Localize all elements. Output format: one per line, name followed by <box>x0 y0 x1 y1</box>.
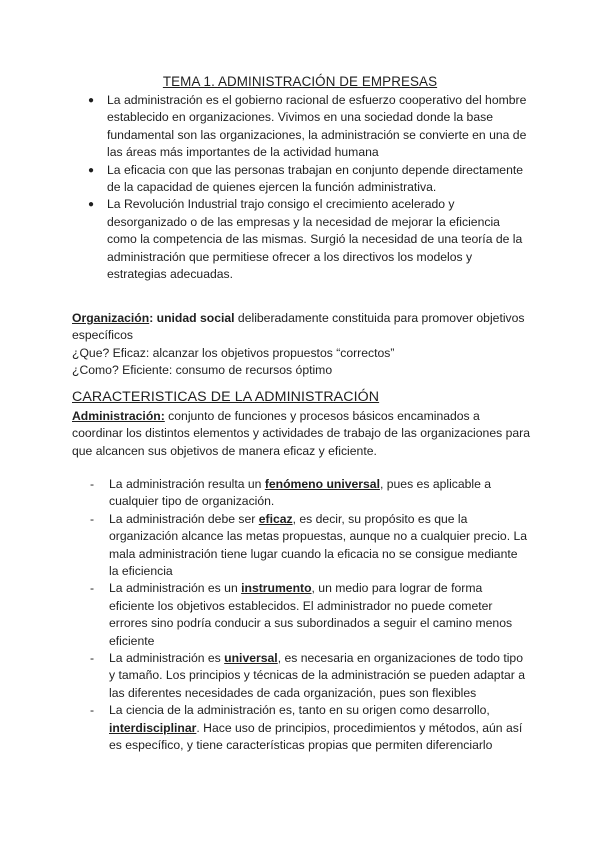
dash-marker: - <box>90 581 95 596</box>
item-pre: La administración debe ser <box>109 511 259 526</box>
list-item <box>90 511 530 581</box>
dash-marker: - <box>90 511 95 526</box>
dash-marker: - <box>90 477 95 491</box>
item-pre: La ciencia de la administración es, tanto en su origen como desarrollo, <box>109 703 490 718</box>
administracion-definition <box>72 408 532 460</box>
list-item <box>90 702 530 754</box>
organizacion-como: ¿Como? Eficiente: consumo de recursos óptimo <box>72 363 333 378</box>
intro-bullet-list <box>88 92 528 283</box>
bullet-text: La Revolución Industrial trajo consigo el crecimiento acelerado y desorganizado o de las empresas y la necesidad de mejorar la eficiencia como la competencia de las mismas. Surgió la necesidad de una teoría de la administración que permitiese ofrecer a los directivos los modelos y estrategias adecuadas. <box>107 197 523 282</box>
organizacion-colon: : <box>149 311 154 325</box>
list-item <box>88 162 528 197</box>
organizacion-que: ¿Que? Eficaz: alcanzar los objetivos propuestos “correctos” <box>72 345 395 360</box>
characteristics-list <box>90 476 530 755</box>
item-post: , pues es aplicable a cualquier tipo de organización. <box>109 477 492 509</box>
bullet-text: La administración es el gobierno racional de esfuerzo cooperativo del hombre establecido en organizaciones. Vivimos en una sociedad donde la base fundamental son las organizaciones, la administración se convierte en una de las áreas más importantes de la actividad humana <box>107 93 527 160</box>
item-key: universal <box>224 651 278 666</box>
organizacion-key: unidad social <box>156 311 235 325</box>
list-item <box>90 476 530 511</box>
section-heading: CARACTERISTICAS DE LA ADMINISTRACIÓN <box>72 389 380 405</box>
organizacion-definition <box>72 310 532 380</box>
item-pre: La administración es un <box>109 581 242 596</box>
list-item <box>88 92 528 162</box>
document-title: TEMA 1. ADMINISTRACIÓN DE EMPRESAS <box>162 74 438 89</box>
list-item <box>90 580 530 650</box>
bullet-icon: ● <box>88 199 95 211</box>
item-post: . Hace uso de principios, procedimientos y métodos, aún así es específico, y tiene características propias que permiten diferenciarlo <box>109 720 523 753</box>
list-item <box>90 650 530 702</box>
bullet-text: La eficacia con que las personas trabajan en conjunto depende directamente de la capacidad de quienes ejercen la función administrativa. <box>107 162 524 195</box>
organizacion-line <box>72 310 532 345</box>
organizacion-def: deliberadamente constituida para promover objetivos específicos <box>72 311 525 343</box>
organizacion-term: Organización <box>72 311 150 325</box>
item-key: instrumento <box>241 581 312 596</box>
dash-marker: - <box>90 703 95 718</box>
bullet-icon: ● <box>88 164 95 176</box>
administracion-def: conjunto de funciones y procesos básicos encaminados a coordinar los distintos elementos y actividades de trabajo de las organizaciones para que alcancen sus objetivos de manera eficaz y eficiente. <box>72 409 530 458</box>
item-key: interdisciplinar <box>109 720 197 735</box>
item-post: , es decir, su propósito es que la organización alcance las metas propuestas, aunque no a cualquier precio. La mala administración tiene lugar cuando la eficacia no se consigue mediante la eficiencia <box>109 511 528 579</box>
item-post: , un medio para lograr de forma eficiente los objetivos establecidos. El administrador no puede cometer errores sino podría conducir a sus subordinados a seguir el camino menos eficiente <box>109 581 513 648</box>
item-key: fenómeno universal <box>264 477 380 491</box>
item-key: eficaz <box>258 511 293 526</box>
item-pre: La administración resulta un <box>109 477 265 491</box>
item-pre: La administración es <box>109 651 225 666</box>
dash-marker: - <box>90 651 95 666</box>
list-item <box>88 196 528 283</box>
item-post: , es necesaria en organizaciones de todo tipo y tamaño. Los principios y técnicas de la administración se pueden adaptar a las diferentes necesidades de cada organización, pues son flexibles <box>109 651 525 700</box>
administracion-term: Administración: <box>72 409 165 423</box>
bullet-icon: ● <box>88 95 95 106</box>
